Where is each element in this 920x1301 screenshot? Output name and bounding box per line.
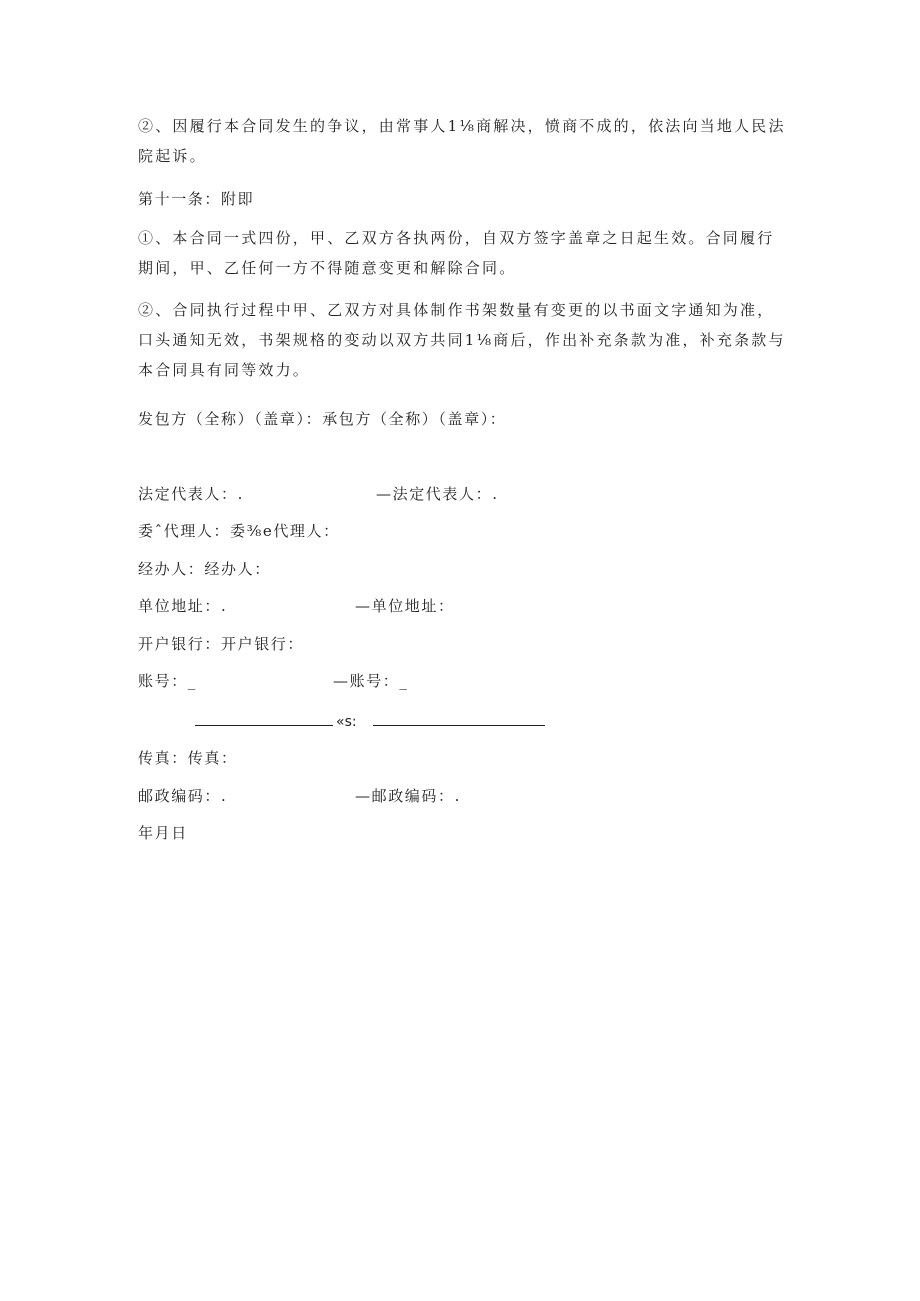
postcode-left: 邮政编码：. [138,787,228,805]
postcode-right: —邮政编码：. [355,787,461,805]
fax-line: 传真：传真： [138,749,238,767]
phone-label: «s: [336,714,357,730]
phone-right-underline [373,725,545,726]
clause-quantity-change: ②、合同执行过程中甲、乙双方对具体制作书架数量有变更的以书面文字通知为准，口头通知无效，书架规格的变动以双方共同1⅛商后，作出补充条款为准，补充条款与本合同具有同等效力。 [138,301,786,379]
account-right: —账号：_ [333,672,409,690]
article-11-heading: 第十一条：附即 [138,190,255,208]
phone-left-underline [195,725,333,726]
handler-line: 经办人：经办人： [138,560,271,578]
date-line: 年月日 [138,824,188,842]
clause-dispute-resolution: ②、因履行本合同发生的争议，由常事人1⅛商解决，愤商不成的，依法向当地人民法院起诉。 [138,117,786,165]
agent-line: 委ˆ代理人：委⅜e代理人： [138,522,340,540]
address-left: 单位地址：. [138,597,228,615]
bank-line: 开户银行：开户银行： [138,635,305,653]
clause-copies-validity: ①、本合同一式四份，甲、乙双方各执两份，自双方签字盖章之日起生效。合同履行期间，甲、乙任何一方不得随意变更和解除合同。 [138,229,775,277]
address-right: —单位地址： [355,597,455,615]
legal-rep-left: 法定代表人：. [138,485,244,503]
legal-rep-right: —法定代表人：. [376,485,499,503]
account-left: 账号：_ [138,672,197,690]
parties-line: 发包方（全称）（盖章）：承包方（全称）（盖章）： [138,410,507,428]
